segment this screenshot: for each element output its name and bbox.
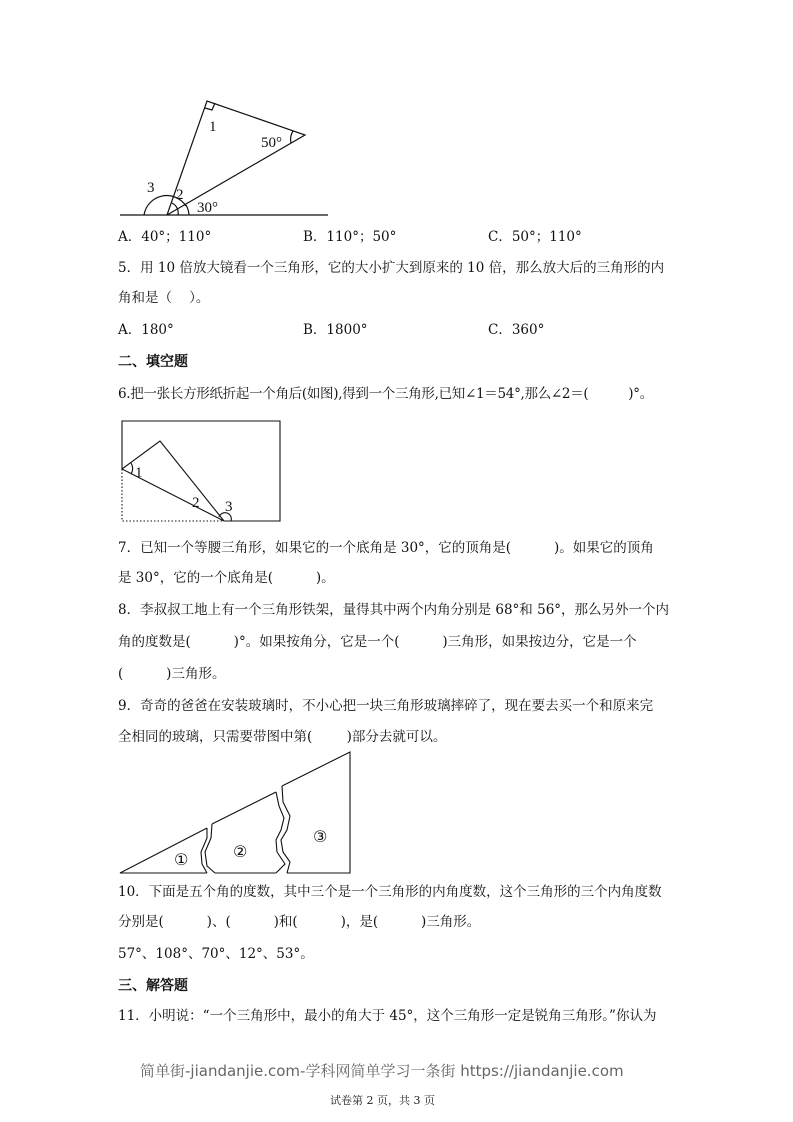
q5-line2: 角和是（ ）。 — [118, 290, 210, 306]
q4-label-1: 1 — [209, 119, 217, 135]
glass-piece-3: ③ — [313, 827, 328, 846]
q5-option-c: C．360° — [488, 322, 545, 338]
page-footer: 试卷第 2 页，共 3 页 — [330, 1094, 435, 1107]
q5-line1: 5．用 10 倍放大镜看一个三角形，它的大小扩大到原来的 10 倍，那么放大后的三角形的内 — [118, 260, 665, 276]
q9-line1: 9．奇奇的爸爸在安装玻璃时，不小心把一块三角形玻璃摔碎了，现在要去买一个和原来完 — [118, 698, 654, 714]
q10-line3: 57°、108°、70°、12°、53°。 — [118, 946, 314, 962]
q4-angle-figure — [120, 101, 328, 216]
q6-fold-figure — [122, 421, 280, 521]
q6-label-1: 1 — [135, 465, 143, 481]
section-heading-fill-blank: 二、填空题 — [118, 354, 188, 370]
watermark: 简单街-jiandanjie.com-学科网简单学习一条街 https://jiandanjie.com — [140, 1062, 624, 1080]
q4-label-3: 3 — [147, 180, 155, 196]
section-heading-answer: 三、解答题 — [118, 978, 188, 994]
q6-label-3: 3 — [225, 499, 233, 515]
q9-line2: 全相同的玻璃，只需要带图中第( )部分去就可以。 — [118, 729, 447, 745]
q4-option-b: B．110°；50° — [303, 229, 397, 245]
q4-option-c: C．50°；110° — [488, 229, 582, 245]
q8-line3: ( )三角形。 — [118, 666, 226, 682]
q11-line1: 11．小明说：“一个三角形中，最小的角大于 45°，这个三角形一定是锐角三角形。”你认为 — [118, 1008, 657, 1024]
glass-piece-1: ① — [174, 850, 189, 869]
q7-line2: 是 30°，它的一个底角是( )。 — [118, 570, 335, 586]
q8-line2: 角的度数是( )°。如果按角分，它是一个( )三角形，如果按边分，它是一个 — [118, 634, 637, 650]
glass-piece-2: ② — [233, 842, 248, 861]
q10-line1: 10．下面是五个角的度数，其中三个是一个三角形的内角度数，这个三角形的三个内角度数 — [118, 884, 662, 900]
q5-option-a: A．180° — [118, 322, 174, 338]
q8-line1: 8．李叔叔工地上有一个三角形铁架，量得其中两个内角分别是 68°和 56°，那么另外一个内 — [118, 602, 670, 618]
q7-line1: 7．已知一个等腰三角形，如果它的一个底角是 30°，它的顶角是( )。如果它的顶角 — [118, 540, 654, 556]
q6-label-2: 2 — [192, 495, 200, 511]
q4-label-50: 50° — [261, 135, 282, 151]
q4-label-30: 30° — [197, 200, 218, 216]
q4-label-2: 2 — [176, 187, 184, 203]
q9-glass-figure — [120, 752, 350, 873]
q10-line2: 分别是( )、( )和( )，是( )三角形。 — [118, 914, 481, 930]
q4-option-a: A．40°；110° — [118, 229, 212, 245]
q5-option-b: B．1800° — [303, 322, 368, 338]
q6-line1: 6.把一张长方形纸折起一个角后(如图),得到一个三角形,已知∠1＝54°,那么∠2＝( )°。 — [118, 386, 653, 402]
